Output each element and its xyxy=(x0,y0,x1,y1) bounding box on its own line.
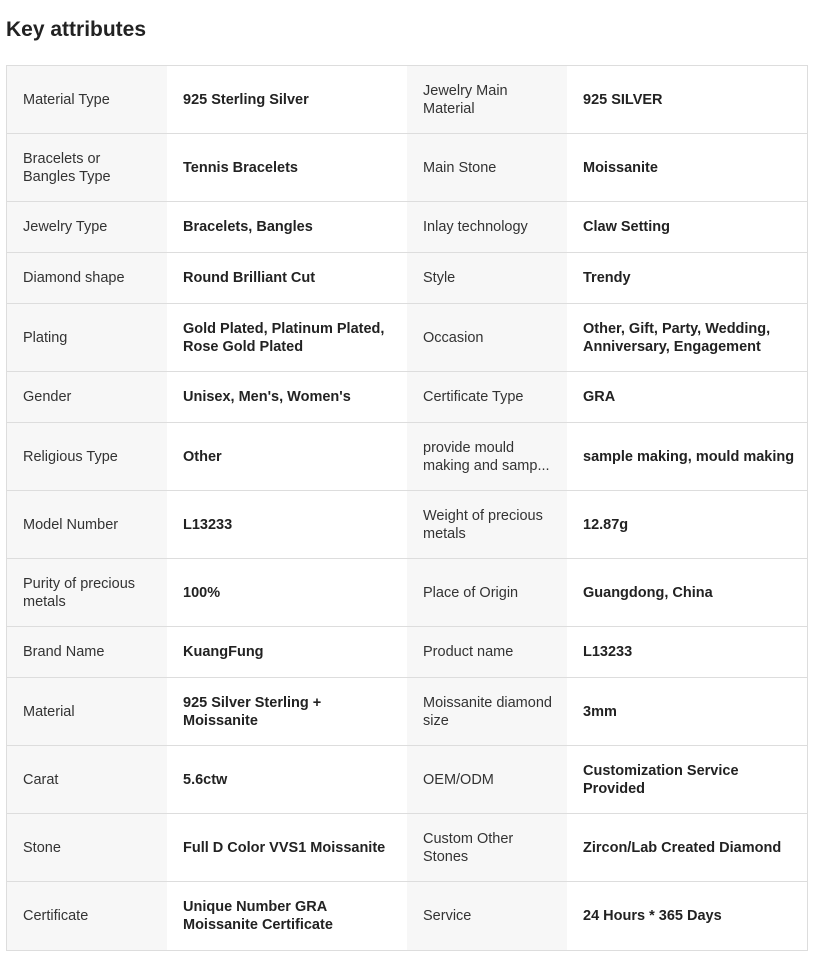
table-row xyxy=(7,304,807,372)
attribute-value: Other, Gift, Party, Wedding, Anniversary, Engagement xyxy=(567,304,807,371)
table-row xyxy=(7,202,807,253)
attribute-value: Unisex, Men's, Women's xyxy=(167,372,407,422)
attribute-value: L13233 xyxy=(567,627,807,677)
attribute-value: sample making, mould making xyxy=(567,423,807,490)
attribute-label: OEM/ODM xyxy=(407,746,567,813)
attribute-value: 925 SILVER xyxy=(567,66,807,133)
attribute-label: Certificate xyxy=(7,882,167,950)
attribute-label: Custom Other Stones xyxy=(407,814,567,881)
attribute-value: 100% xyxy=(167,559,407,626)
attribute-label: Place of Origin xyxy=(407,559,567,626)
attribute-label: Religious Type xyxy=(7,423,167,490)
attribute-value: 24 Hours * 365 Days xyxy=(567,882,807,950)
attribute-value: Trendy xyxy=(567,253,807,303)
attribute-label: Material xyxy=(7,678,167,745)
attribute-value: Tennis Bracelets xyxy=(167,134,407,201)
table-row xyxy=(7,678,807,746)
table-row xyxy=(7,627,807,678)
section-title: Key attributes xyxy=(6,18,147,41)
attribute-label: Purity of precious metals xyxy=(7,559,167,626)
attribute-value: KuangFung xyxy=(167,627,407,677)
attribute-value: L13233 xyxy=(167,491,407,558)
attribute-value: Unique Number GRA Moissanite Certificate xyxy=(167,882,407,950)
attribute-label: Occasion xyxy=(407,304,567,371)
table-row xyxy=(7,372,807,423)
attribute-label: Model Number xyxy=(7,491,167,558)
attribute-value: Full D Color VVS1 Moissanite xyxy=(167,814,407,881)
table-row xyxy=(7,814,807,882)
attribute-label: Stone xyxy=(7,814,167,881)
attribute-label: Style xyxy=(407,253,567,303)
attribute-value: Other xyxy=(167,423,407,490)
attribute-value: Gold Plated, Platinum Plated, Rose Gold Plated xyxy=(167,304,407,371)
attribute-value: Claw Setting xyxy=(567,202,807,252)
attribute-value: 12.87g xyxy=(567,491,807,558)
table-row xyxy=(7,423,807,491)
attribute-label: Jewelry Main Material xyxy=(407,66,567,133)
table-row xyxy=(7,253,807,304)
attribute-value: Bracelets, Bangles xyxy=(167,202,407,252)
attribute-label: Weight of precious metals xyxy=(407,491,567,558)
attribute-label: Diamond shape xyxy=(7,253,167,303)
attribute-label: Plating xyxy=(7,304,167,371)
table-row xyxy=(7,746,807,814)
attribute-label: Carat xyxy=(7,746,167,813)
attribute-label: Service xyxy=(407,882,567,950)
table-row xyxy=(7,559,807,627)
attribute-label: Jewelry Type xyxy=(7,202,167,252)
attribute-value: 3mm xyxy=(567,678,807,745)
attribute-label: Inlay technology xyxy=(407,202,567,252)
attribute-label: Bracelets or Bangles Type xyxy=(7,134,167,201)
attribute-label: Main Stone xyxy=(407,134,567,201)
attribute-label: Brand Name xyxy=(7,627,167,677)
attribute-value: Customization Service Provided xyxy=(567,746,807,813)
attribute-value: Moissanite xyxy=(567,134,807,201)
attribute-label: provide mould making and samp... xyxy=(407,423,567,490)
table-row xyxy=(7,66,807,134)
attribute-label: Gender xyxy=(7,372,167,422)
attribute-label: Material Type xyxy=(7,66,167,133)
attribute-value: 925 Silver Sterling + Moissanite xyxy=(167,678,407,745)
table-row xyxy=(7,882,807,951)
table-row xyxy=(7,491,807,559)
attribute-label: Certificate Type xyxy=(407,372,567,422)
attribute-value: 925 Sterling Silver xyxy=(167,66,407,133)
table-row xyxy=(7,134,807,202)
attribute-value: Guangdong, China xyxy=(567,559,807,626)
attribute-value: 5.6ctw xyxy=(167,746,407,813)
attribute-label: Product name xyxy=(407,627,567,677)
attribute-label: Moissanite diamond size xyxy=(407,678,567,745)
key-attributes-table xyxy=(6,65,808,951)
attribute-value: Round Brilliant Cut xyxy=(167,253,407,303)
attribute-value: GRA xyxy=(567,372,807,422)
attribute-value: Zircon/Lab Created Diamond xyxy=(567,814,807,881)
